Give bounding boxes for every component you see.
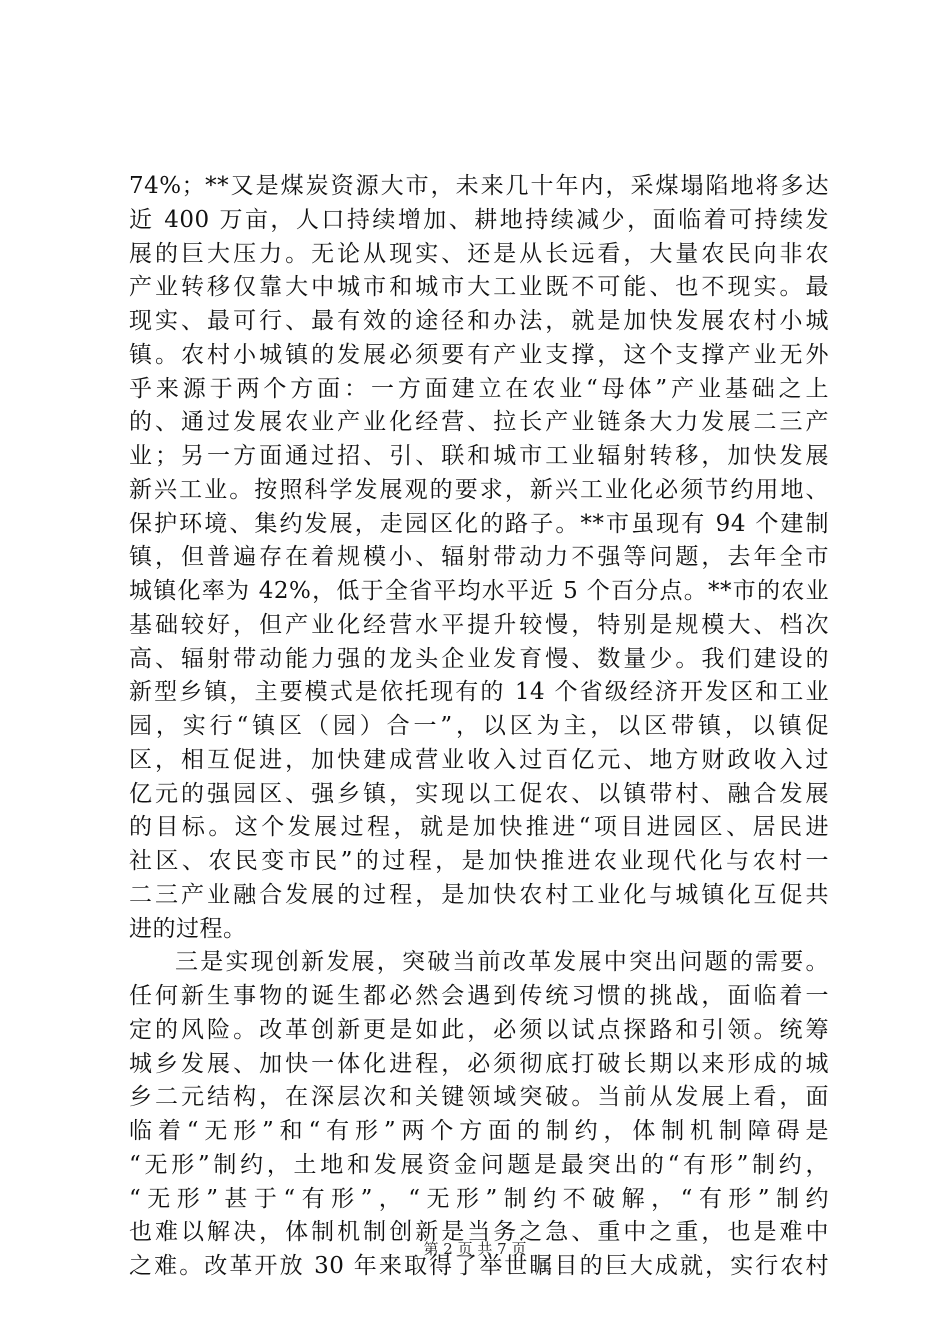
text-line: 新兴工业。按照科学发展观的要求，新兴工业化必须节约用地、 bbox=[129, 476, 829, 503]
text-line: 乎来源于两个方面：一方面建立在农业“母体”产业基础之上 bbox=[129, 375, 829, 402]
text-line: 城乡发展、加快一体化进程，必须彻底打破长期以来形成的城 bbox=[129, 1050, 829, 1077]
text-line: 基础较好，但产业化经营水平提升较慢，特别是规模大、档次 bbox=[129, 611, 829, 638]
text-line: 二三产业融合发展的过程，是加快农村工业化与城镇化互促共 bbox=[129, 881, 829, 908]
text-line: 的目标。这个发展过程，就是加快推进“项目进园区、居民进 bbox=[129, 814, 829, 841]
text-line: 之难。改革开放 30 年来取得了举世瞩目的巨大成就，实行农村 bbox=[129, 1253, 829, 1279]
text-line: 展的巨大压力。无论从现实、还是从长远看，大量农民向非农 bbox=[129, 240, 829, 267]
text-line: 城镇化率为 42%，低于全省平均水平近 5 个百分点。**市的农业 bbox=[129, 578, 829, 604]
text-line: 现实、最可行、最有效的途径和办法，就是加快发展农村小城 bbox=[129, 308, 829, 334]
text-line: 镇。农村小城镇的发展必须要有产业支撑，这个支撑产业无外 bbox=[129, 341, 829, 368]
text-line: 高、辐射带动能力强的龙头企业发育慢、数量少。我们建设的 bbox=[129, 645, 829, 672]
text-line: 区，相互促进，加快建成营业收入过百亿元、地方财政收入过 bbox=[129, 746, 829, 773]
text-line: “无形”甚于“有形”，“无形”制约不破解，“有形”制约 bbox=[129, 1185, 829, 1212]
text-line: 乡二元结构，在深层次和关键领域突破。当前从发展上看，面 bbox=[129, 1084, 829, 1111]
text-line: 社区、农民变市民”的过程，是加快推进农业现代化与农村一 bbox=[129, 848, 829, 874]
text-line: “无形”制约，土地和发展资金问题是最突出的“有形”制约， bbox=[129, 1151, 829, 1178]
text-line: 定的风险。改革创新更是如此，必须以试点探路和引领。统筹 bbox=[129, 1016, 829, 1043]
page-number-footer: 第 2 页 共 7 页 bbox=[423, 1240, 527, 1258]
text-line: 临着“无形”和“有形”两个方面的制约，体制机制障碍是 bbox=[129, 1118, 829, 1144]
text-line: 任何新生事物的诞生都必然会遇到传统习惯的挑战，面临着一 bbox=[129, 983, 829, 1009]
text-line: 也难以解决，体制机制创新是当务之急、重中之重，也是难中 bbox=[129, 1219, 829, 1246]
text-line: 镇，但普遍存在着规模小、辐射带动力不强等问题，去年全市 bbox=[129, 544, 829, 571]
text-line: 的、通过发展农业产业化经营、拉长产业链条大力发展二三产 bbox=[129, 409, 829, 436]
text-line: 新型乡镇，主要模式是依托现有的 14 个省级经济开发区和工业 bbox=[129, 679, 829, 706]
document-body bbox=[129, 170, 829, 1284]
text-line: 园，实行“镇区（园）合一”，以区为主，以区带镇，以镇促 bbox=[129, 713, 829, 739]
text-line: 保护环境、集约发展，走园区化的路子。**市虽现有 94 个建制 bbox=[129, 510, 829, 537]
paragraph-start-line: 三是实现创新发展，突破当前改革发展中突出问题的需要。 bbox=[175, 949, 829, 976]
text-line: 近 400 万亩，人口持续增加、耕地持续减少，面临着可持续发 bbox=[129, 206, 829, 233]
text-line: 业；另一方面通过招、引、联和城市工业辐射转移，加快发展 bbox=[129, 443, 829, 469]
text-line: 产业转移仅靠大中城市和城市大工业既不可能、也不现实。最 bbox=[129, 274, 829, 301]
text-line: 74%；**又是煤炭资源大市，未来几十年内，采煤塌陷地将多达 bbox=[129, 173, 829, 199]
paragraph-end-line: 进的过程。 bbox=[129, 915, 247, 942]
text-line: 亿元的强园区、强乡镇，实现以工促农、以镇带村、融合发展 bbox=[129, 780, 829, 807]
